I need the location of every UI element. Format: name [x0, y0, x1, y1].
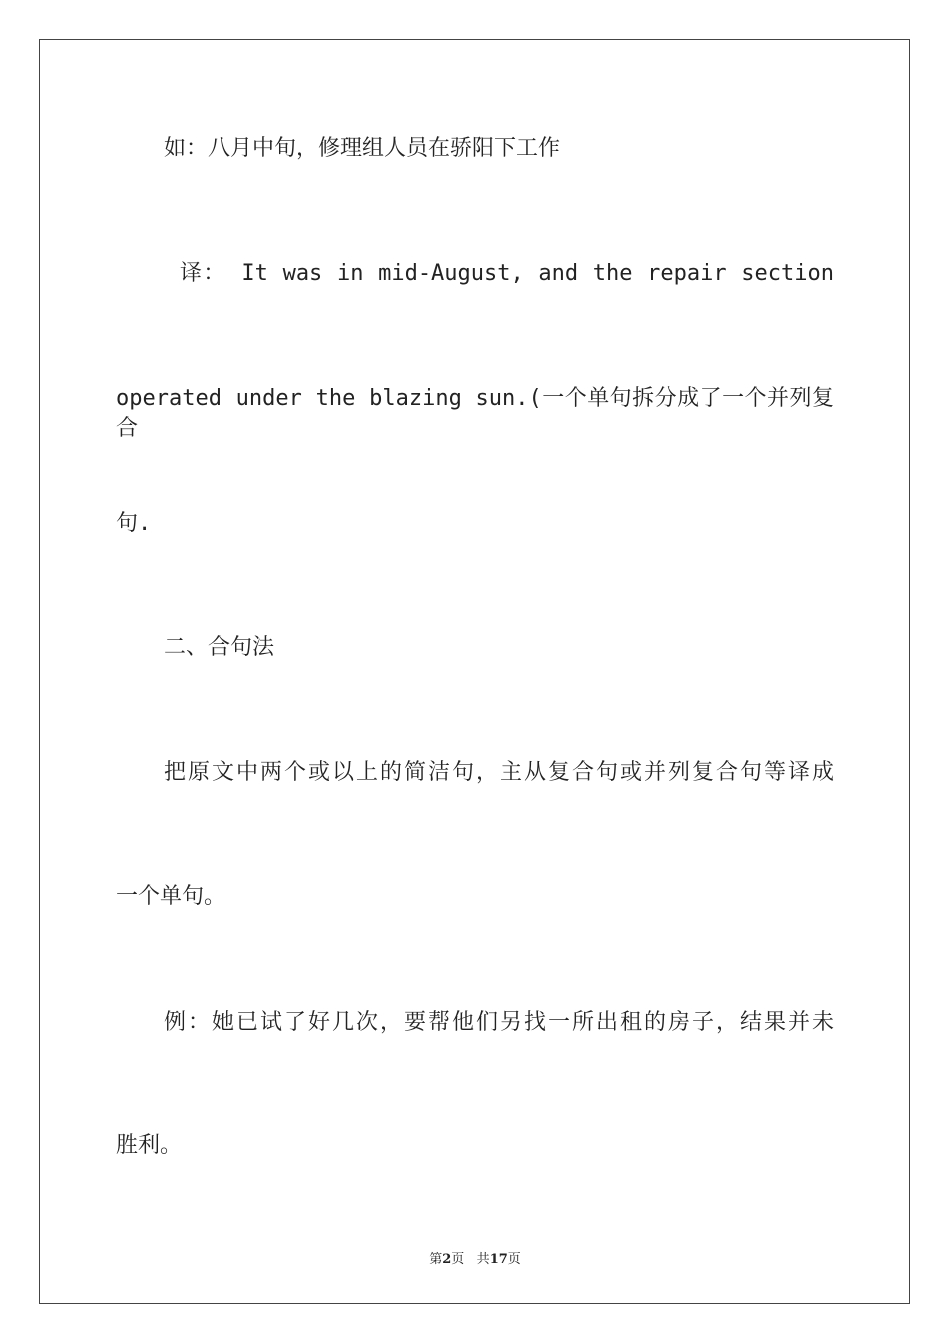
- footer-page-number: 2: [442, 1252, 452, 1267]
- page-border: [39, 39, 910, 1304]
- paragraph-translation-line-1: 译： It was in mid-August, and the repair section: [180, 261, 834, 286]
- section-heading: 二、合句法: [164, 635, 275, 660]
- paragraph-definition-line-2: 一个单句。: [116, 884, 227, 909]
- paragraph-translation-line-3: 句.: [116, 511, 152, 536]
- paragraph-definition-line-1: 把原文中两个或以上的简洁句，主从复合句或并列复合句等译成: [164, 760, 834, 785]
- footer-total-suffix: 页: [507, 1252, 521, 1267]
- footer-total-prefix: 共: [476, 1252, 490, 1267]
- paragraph-example2-line-2: 胜利。: [116, 1133, 183, 1158]
- page-footer: [0, 1248, 950, 1267]
- footer-total-pages: 17: [489, 1252, 508, 1267]
- paragraph-example2-line-1: 例：她已试了好几次，要帮他们另找一所出租的房子，结果并未: [164, 1010, 834, 1035]
- paragraph-example-line: 如：八月中旬，修理组人员在骄阳下工作: [164, 136, 561, 161]
- paragraph-translation-line-2: operated under the blazing sun.(一个单句拆分成了一个并列复合: [116, 386, 834, 441]
- footer-prefix: 第: [429, 1252, 443, 1267]
- footer-page-suffix: 页: [451, 1252, 465, 1267]
